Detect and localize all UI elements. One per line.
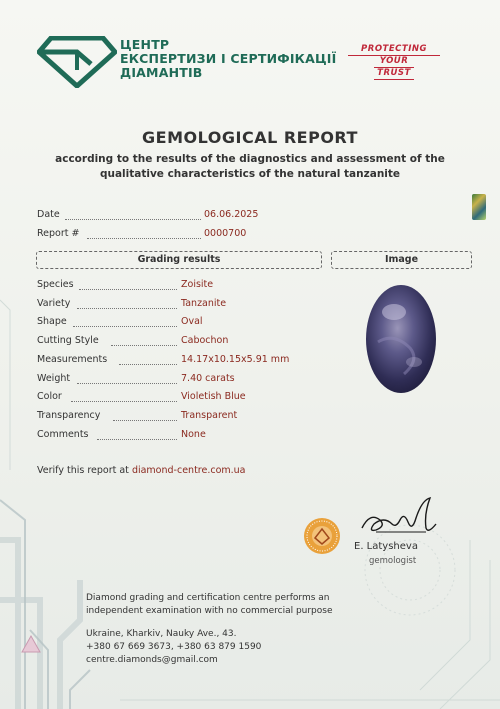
grading-row-color — [37, 391, 317, 405]
disclaimer-line2: independent examination with no commercial purpose — [86, 606, 333, 616]
org-name-line1: ЦЕНТР — [120, 37, 170, 52]
grading-row-label: Color — [37, 391, 62, 403]
report-subtitle — [30, 152, 470, 182]
date-value: 06.06.2025 — [204, 209, 259, 220]
slogan-line1: PROTECTING — [348, 44, 440, 56]
grading-row-value: 14.17x10.15x5.91 mm — [181, 353, 290, 365]
date-row — [37, 209, 277, 223]
report-subtitle-line2: qualitative characteristics of the natural tanzanite — [99, 168, 401, 180]
disclaimer-line1: Diamond grading and certification centre performs an — [86, 593, 330, 603]
report-title: GEMOLOGICAL REPORT — [142, 128, 358, 147]
grading-row-label: Species — [37, 279, 74, 290]
signatory-role: gemologist — [369, 556, 417, 566]
diamond-logo-icon — [37, 36, 117, 88]
grading-row-value: Violetish Blue — [181, 391, 246, 403]
address: Ukraine, Kharkiv, Nauky Ave., 43. — [86, 629, 237, 639]
grading-row-cutting-style — [37, 335, 317, 349]
grading-row-measurements — [37, 354, 317, 368]
grading-row-value: Oval — [181, 316, 203, 328]
contacts — [86, 628, 261, 667]
report-subtitle-line1: according to the results of the diagnostics and assessment of the — [55, 153, 445, 165]
grading-row-shape — [37, 316, 317, 330]
grading-table — [37, 279, 317, 449]
verify-prefix: Verify this report at — [37, 465, 132, 476]
grading-row-weight — [37, 373, 317, 387]
org-name-line3: ДІАМАНТІВ — [120, 65, 203, 80]
grading-row-label: Measurements — [37, 353, 108, 365]
grading-row-value: None — [181, 428, 206, 440]
org-name — [120, 38, 336, 80]
report-number-row — [37, 228, 277, 242]
grading-row-value: Tanzanite — [181, 297, 227, 309]
org-name-line2: ЕКСПЕРТИЗИ І СЕРТИФІКАЦІЇ — [120, 51, 337, 66]
slogan-line3: TRUST — [374, 68, 414, 80]
grading-row-comments — [37, 429, 317, 443]
tanzanite-gem-image — [364, 282, 438, 396]
grading-row-label: Variety — [37, 297, 71, 309]
grading-row-label: Cutting Style — [37, 335, 99, 347]
grading-row-label: Weight — [37, 372, 71, 384]
phones: +380 67 669 3673, +380 63 879 1590 — [86, 642, 262, 652]
report-number-label: Report # — [37, 228, 80, 239]
grading-row-value: Cabochon — [181, 335, 229, 347]
report-number-value: 0000700 — [204, 228, 247, 239]
verify-line — [37, 465, 246, 476]
email-link[interactable]: centre.diamonds@gmail.com — [86, 655, 218, 665]
image-header: Image — [331, 251, 472, 269]
handwritten-signature — [356, 494, 440, 540]
grading-row-variety — [37, 298, 317, 312]
grading-row-transparency — [37, 410, 317, 424]
grading-row-label: Shape — [37, 316, 67, 328]
grading-row-label: Comments — [37, 428, 89, 440]
grading-row-species — [37, 279, 317, 293]
grading-row-value: Transparent — [181, 409, 238, 421]
grading-row-value: Zoisite — [181, 279, 214, 290]
grading-results-header: Grading results — [36, 251, 322, 269]
official-seal-icon — [302, 516, 342, 556]
signatory-name: E. Latysheva — [354, 541, 418, 552]
slogan-line2: YOUR — [374, 56, 414, 68]
hologram-sticker-icon — [472, 194, 486, 220]
triangle-ornament-icon — [20, 634, 42, 654]
slogan — [348, 44, 440, 80]
disclaimer — [86, 592, 333, 618]
verify-site-link[interactable]: diamond-centre.com.ua — [131, 465, 246, 476]
grading-row-value: 7.40 carats — [181, 372, 235, 384]
date-label: Date — [37, 209, 60, 220]
grading-row-label: Transparency — [37, 409, 101, 421]
